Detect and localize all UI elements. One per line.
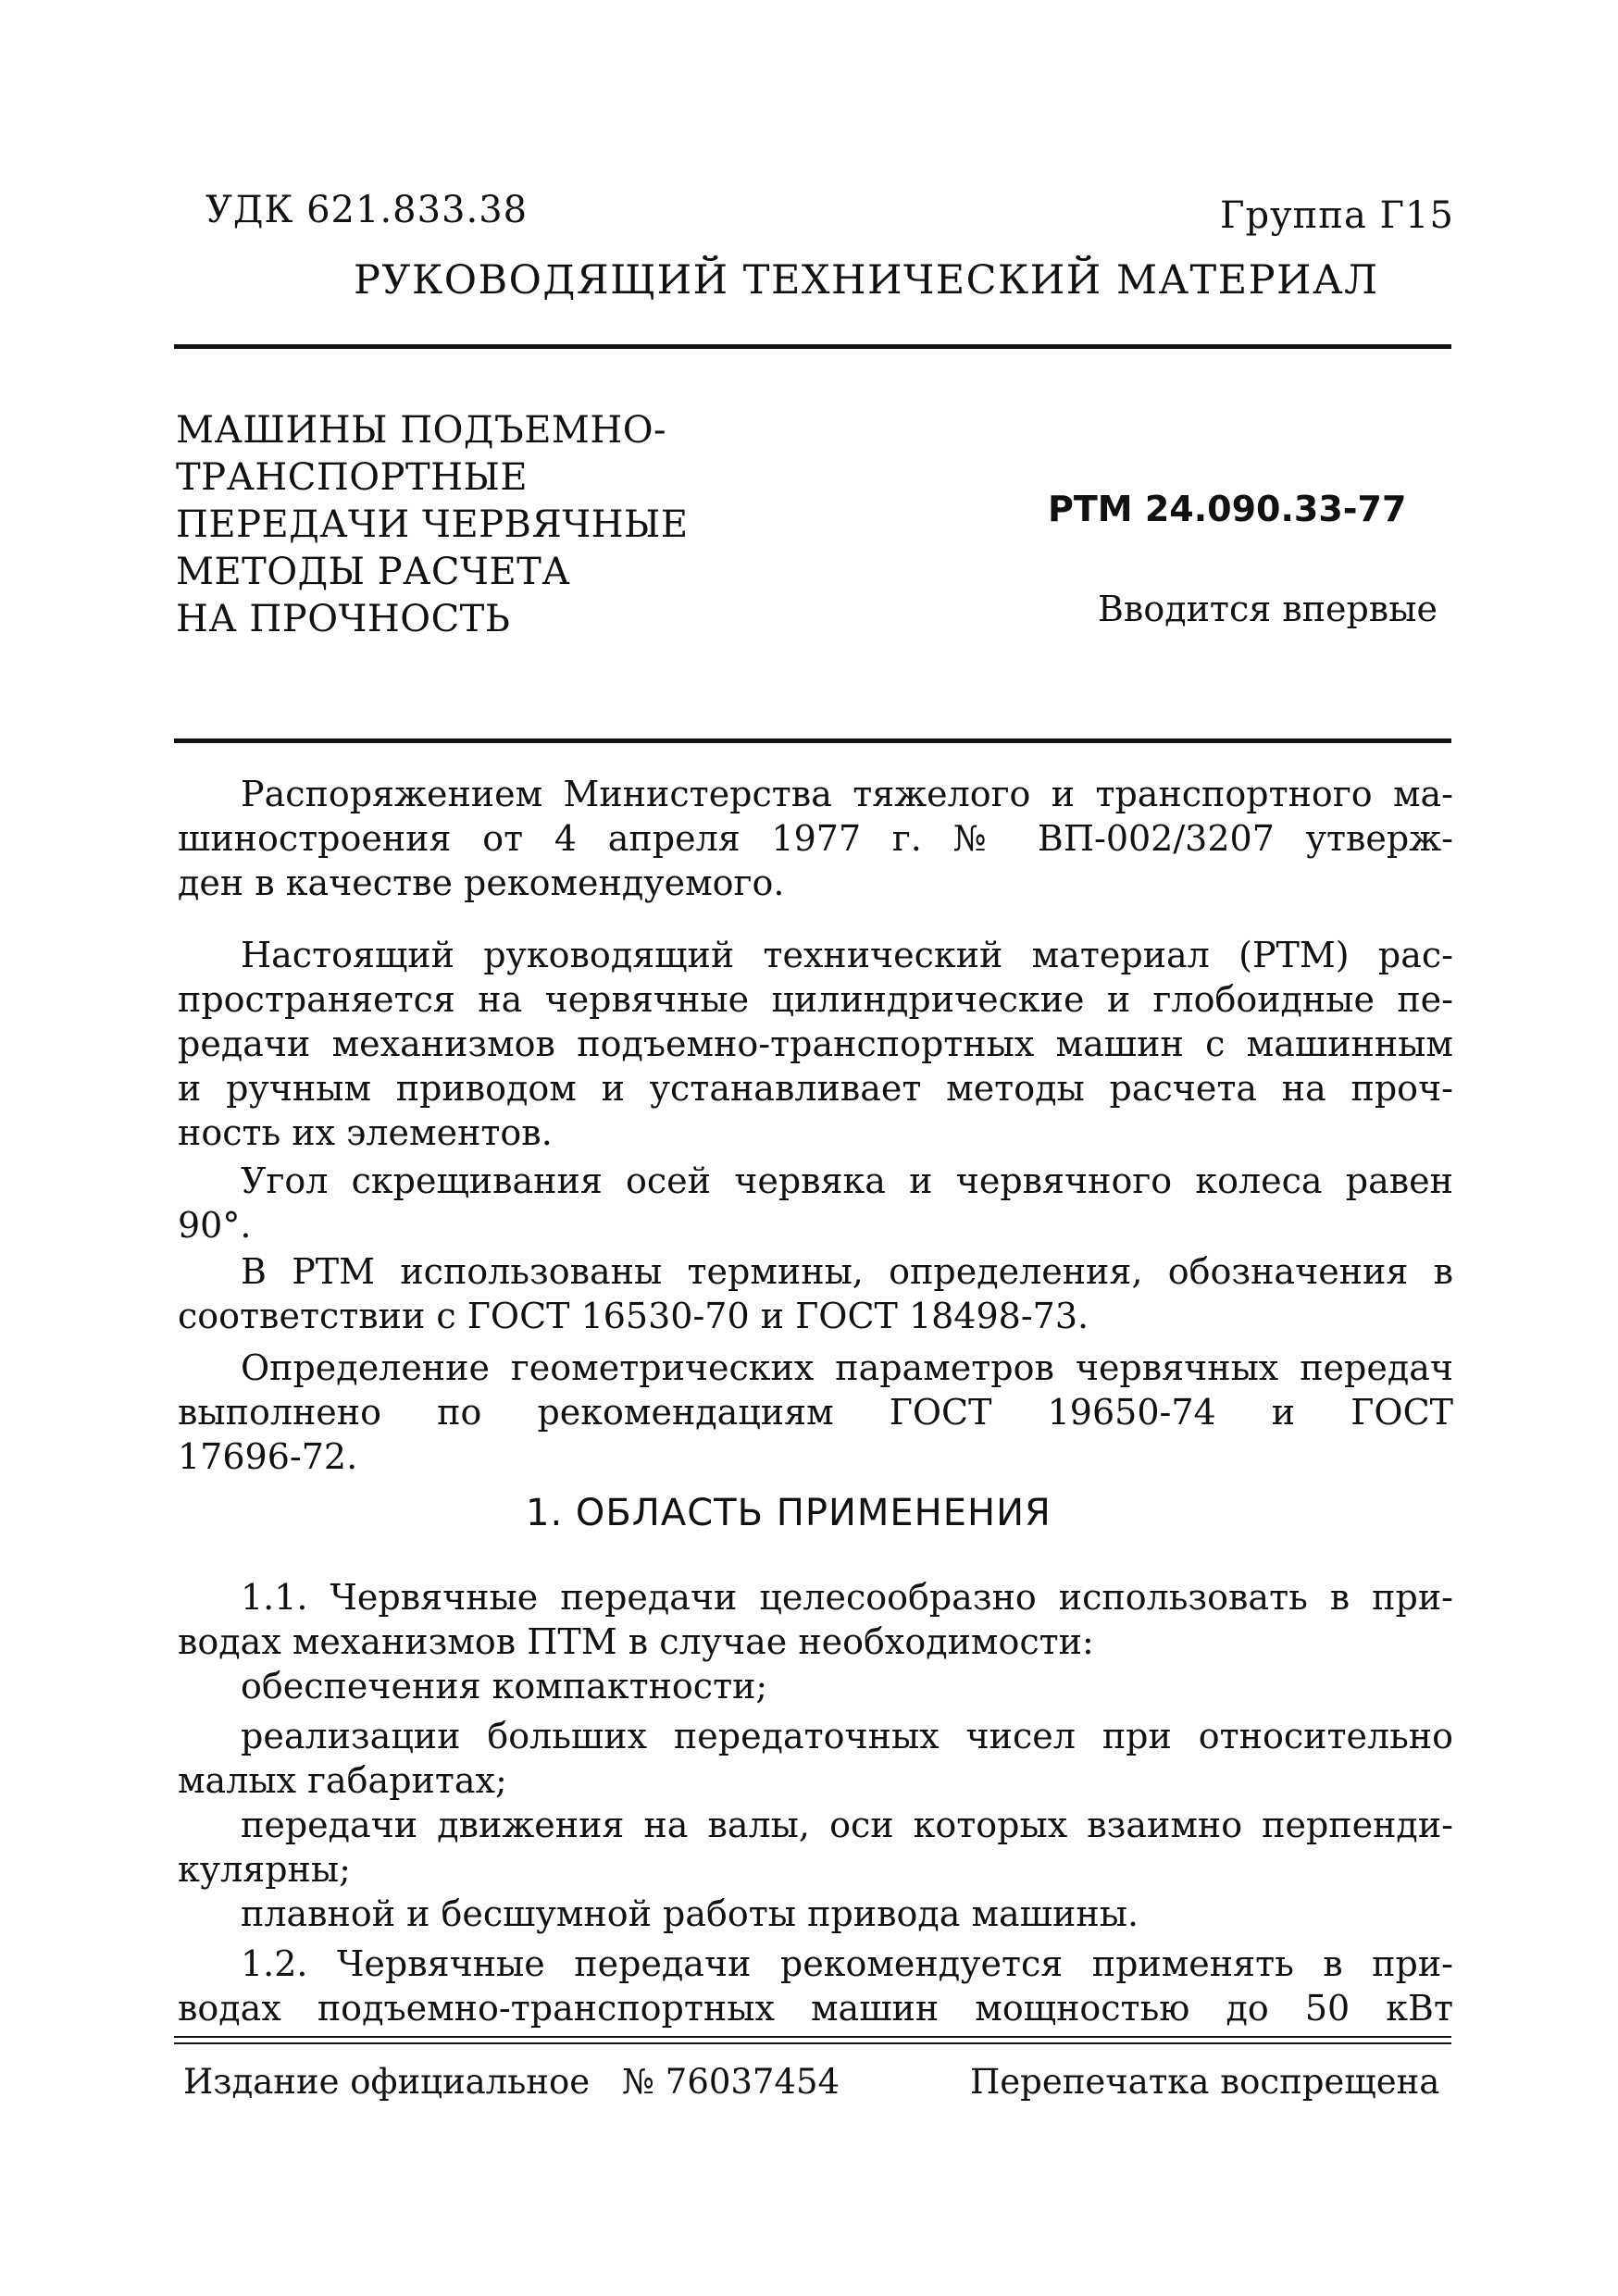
text-line: кулярны;	[178, 1849, 351, 1890]
edition-note: Издание официальное	[183, 2062, 591, 2102]
document-code: РТМ 24.090.33-77	[1048, 489, 1407, 529]
text-line: передачи движения на валы, оси которых взаимно перпенди-	[241, 1805, 1453, 1845]
clause-1-2	[178, 1942, 1453, 2030]
text-line: малых габаритах;	[178, 1760, 507, 1801]
text-line: 1.2. Червячные передачи рекомендуется применять в при-	[241, 1943, 1453, 1984]
clause-1-1	[178, 1575, 1453, 1664]
text-line: обеспечения компактности;	[241, 1666, 768, 1706]
title-line: МАШИНЫ ПОДЪЕМНО-	[176, 409, 667, 452]
text-line: и ручным приводом и устанавливает методы расчета на проч-	[178, 1068, 1453, 1109]
text-line: шиностроения от 4 апреля 1977 г. № ВП-002/3207 утверж-	[178, 818, 1453, 859]
terms-paragraph	[178, 1249, 1453, 1338]
footer-rule	[174, 2036, 1451, 2038]
text-line: редачи механизмов подъемно-транспортных машин с машинным	[178, 1024, 1453, 1064]
geometry-paragraph	[178, 1346, 1453, 1479]
text-line: 17696-72.	[178, 1436, 358, 1477]
footer-rule	[174, 2042, 1451, 2044]
angle-paragraph	[178, 1159, 1453, 1247]
title-line: МЕТОДЫ РАСЧЕТА	[176, 551, 571, 593]
text-line: ность их элементов.	[178, 1112, 553, 1153]
udc-code: УДК 621.833.38	[205, 189, 529, 231]
text-line: водах механизмов ПТМ в случае необходимости:	[178, 1621, 1094, 1662]
header-rule	[174, 344, 1451, 349]
title-line: ТРАНСПОРТНЫЕ	[176, 456, 529, 499]
list-item	[178, 1803, 1453, 1892]
text-line: Распоряжением Министерства тяжелого и транспортного ма-	[241, 774, 1453, 814]
title-rule	[174, 738, 1451, 743]
title-line: ПЕРЕДАЧИ ЧЕРВЯЧНЫЕ	[176, 503, 689, 546]
approval-paragraph	[178, 772, 1453, 905]
text-line: Настоящий руководящий технический материал (РТМ) рас-	[241, 935, 1453, 975]
scope-paragraph	[178, 933, 1453, 1155]
text-line: соответствии с ГОСТ 16530-70 и ГОСТ 18498-73.	[178, 1296, 1089, 1336]
group-code: Группа Г15	[1220, 194, 1454, 237]
edition-number: № 76037454	[622, 2062, 840, 2102]
list-item	[178, 1664, 1453, 1708]
text-line: Угол скрещивания осей червяка и червячного колеса равен	[241, 1160, 1453, 1201]
title-line: НА ПРОЧНОСТЬ	[176, 598, 511, 640]
list-item	[178, 1892, 1453, 1936]
text-line: выполнено по рекомендациям ГОСТ 19650-74 и ГОСТ	[178, 1392, 1453, 1433]
introduced-note: Вводится впервые	[1098, 589, 1438, 629]
text-line: Определение геометрических параметров червячных передач	[241, 1347, 1453, 1388]
list-item	[178, 1714, 1453, 1803]
text-line: плавной и бесшумной работы привода машины.	[241, 1893, 1139, 1934]
text-line: В РТМ использованы термины, определения, обозначения в	[241, 1251, 1453, 1292]
text-line: водах подъемно-транспортных машин мощностью до 50 кВт	[178, 1988, 1453, 2029]
text-line: 90°.	[178, 1205, 252, 1246]
reprint-note: Перепечатка воспрещена	[970, 2062, 1440, 2102]
text-line: реализации больших передаточных чисел при относительно	[241, 1716, 1453, 1756]
document-type-heading: РУКОВОДЯЩИЙ ТЕХНИЧЕСКИЙ МАТЕРИАЛ	[354, 257, 1379, 304]
text-line: ден в качестве рекомендуемого.	[178, 863, 785, 903]
document-title	[176, 407, 689, 643]
text-line: пространяется на червячные цилиндрические и глобоидные пе-	[178, 979, 1453, 1020]
text-line: 1.1. Червячные передачи целесообразно использовать в при-	[241, 1577, 1453, 1618]
section-heading: 1. ОБЛАСТЬ ПРИМЕНЕНИЯ	[526, 1492, 1052, 1534]
